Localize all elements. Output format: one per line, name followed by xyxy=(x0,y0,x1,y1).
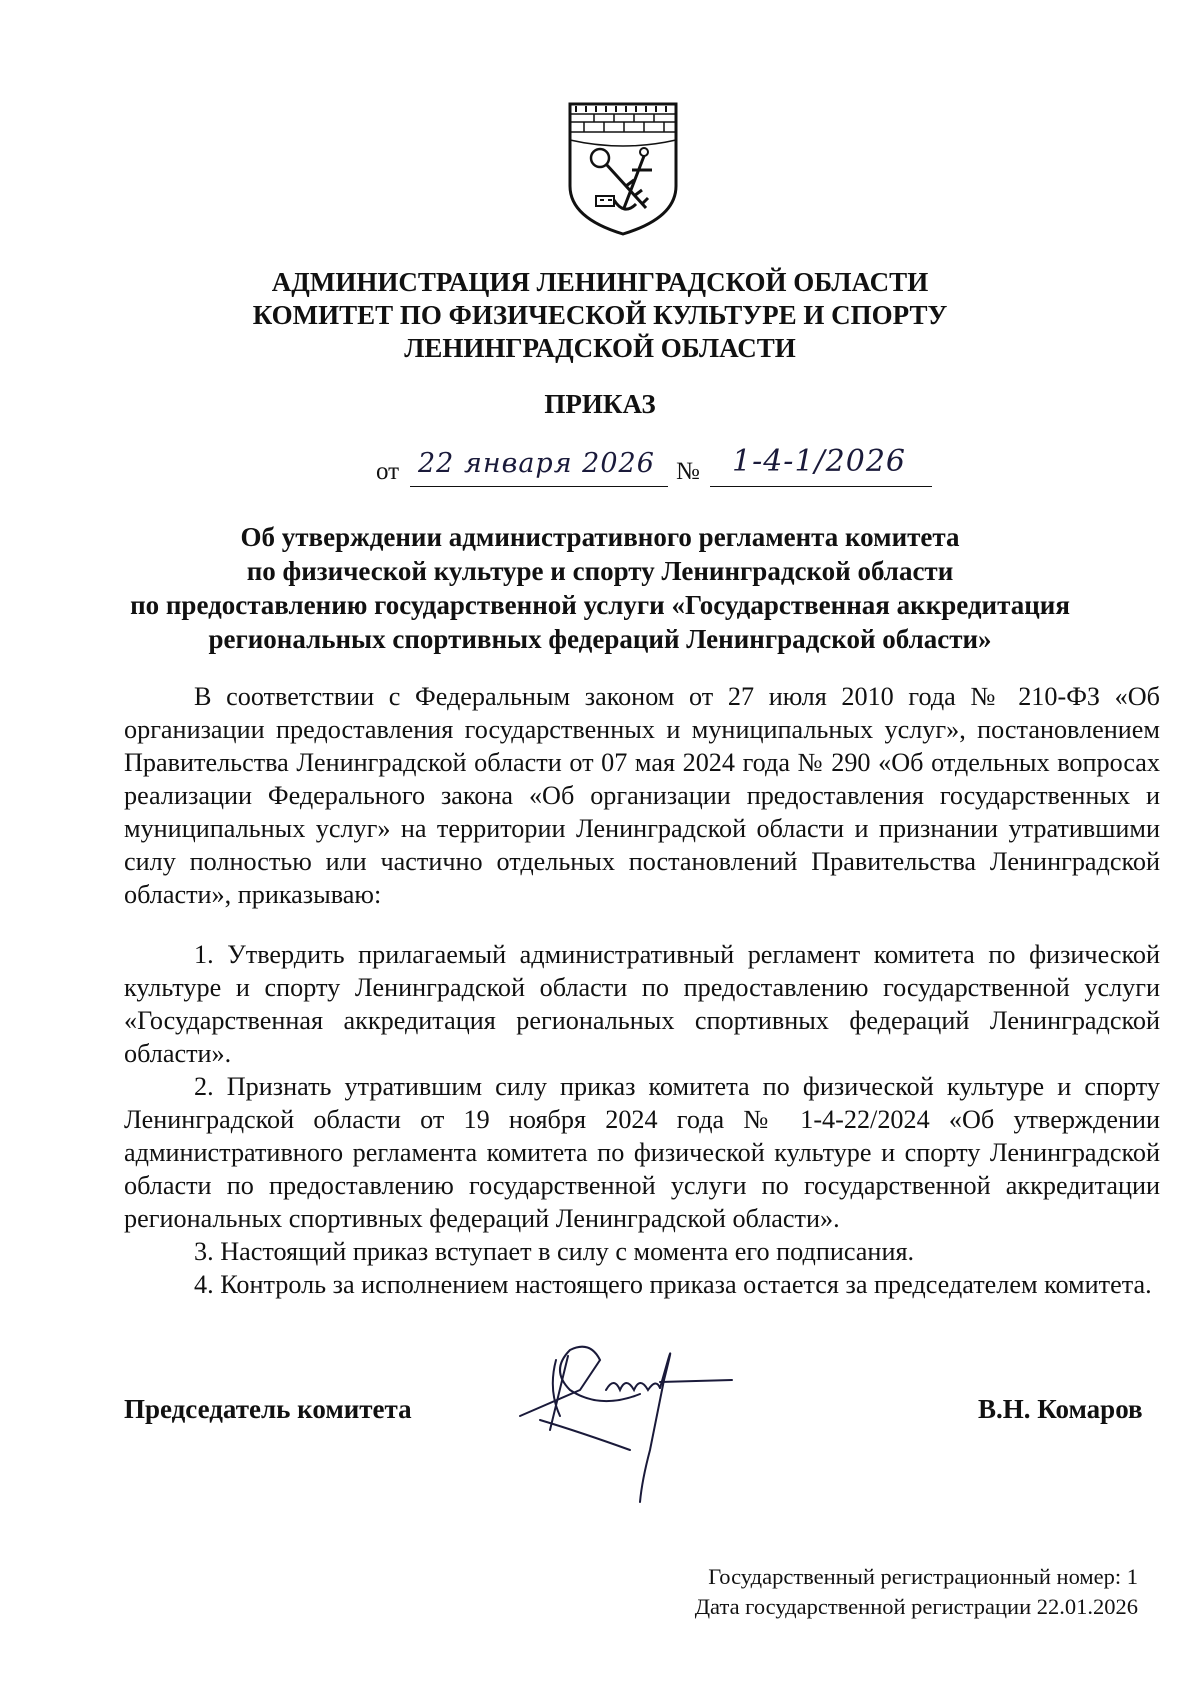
header-line-1: АДМИНИСТРАЦИЯ ЛЕНИНГРАДСКОЙ ОБЛАСТИ xyxy=(271,267,929,297)
handwritten-signature xyxy=(510,1320,750,1520)
registration-date: Дата государственной регистрации 22.01.2026 xyxy=(694,1594,1138,1619)
signatory-title: Председатель комитета xyxy=(124,1394,412,1424)
preamble-paragraph: В соответствии с Федеральным законом от 27 июля 2010 года № 210-ФЗ «Об организации предоставления государственных и муниципальных услуг», постановлением Правительства Ленинградской области от 07 мая 2024 года № 290 «Об отдельных вопросах реализации Федерального закона «Об организации предоставления государственных и муниципальных услуг» на территории Ленинградской области и признании утратившими силу полностью или частично отдельных постановлений Правительства Ленинградской области», приказываю: xyxy=(124,682,1160,909)
order-title: ПРИКАЗ xyxy=(544,389,656,419)
item-3: 3. Настоящий приказ вступает в силу с момента его подписания. xyxy=(194,1237,915,1266)
date-label: от xyxy=(376,458,400,485)
date-number-line xyxy=(0,442,1200,492)
item-4: 4. Контроль за исполнением настоящего приказа остается за председателем комитета. xyxy=(194,1270,1152,1299)
header-line-2: КОМИТЕТ ПО ФИЗИЧЕСКОЙ КУЛЬТУРЕ И СПОРТУ xyxy=(252,300,948,330)
item-1: 1. Утвердить прилагаемый административный регламент комитета по физической культуре и спорту Ленинградской области по предоставлению государственной услуги «Государственная аккредитация региональных спортивных федераций Ленинградской области». xyxy=(124,940,1160,1068)
item-2: 2. Признать утратившим силу приказ комитета по физической культуре и спорту Ленинградской области от 19 ноября 2024 года № 1-4-22/2024 «Об утверждении административного регламента комитета по физической культуре и спорту Ленинградской области по предоставлению государственной услуги по государственной аккредитации региональных спортивных федераций Ленинградской области». xyxy=(124,1072,1160,1233)
registration-info xyxy=(600,1562,1138,1622)
preamble-block xyxy=(124,680,1160,911)
subject-line-1: Об утверждении административного регламента комитета xyxy=(240,522,960,552)
header-line-3: ЛЕНИНГРАДСКОЙ ОБЛАСТИ xyxy=(404,333,796,363)
order-subject xyxy=(130,520,1070,656)
document-header xyxy=(200,266,1000,365)
number-label: № xyxy=(676,458,700,485)
subject-line-4: региональных спортивных федераций Ленинградской области» xyxy=(208,624,992,654)
subject-line-3: по предоставлению государственной услуги «Государственная аккредитация xyxy=(130,590,1070,620)
coat-of-arms-icon xyxy=(566,100,680,238)
registration-number: Государственный регистрационный номер: 1 xyxy=(708,1564,1138,1589)
signatory-name: В.Н. Комаров xyxy=(978,1394,1143,1424)
handwritten-date: 22 января 2026 xyxy=(418,448,655,479)
handwritten-number: 1-4-1/2026 xyxy=(732,444,906,479)
subject-line-2: по физической культуре и спорту Ленинградской области xyxy=(246,556,954,586)
items-block xyxy=(124,938,1160,1301)
